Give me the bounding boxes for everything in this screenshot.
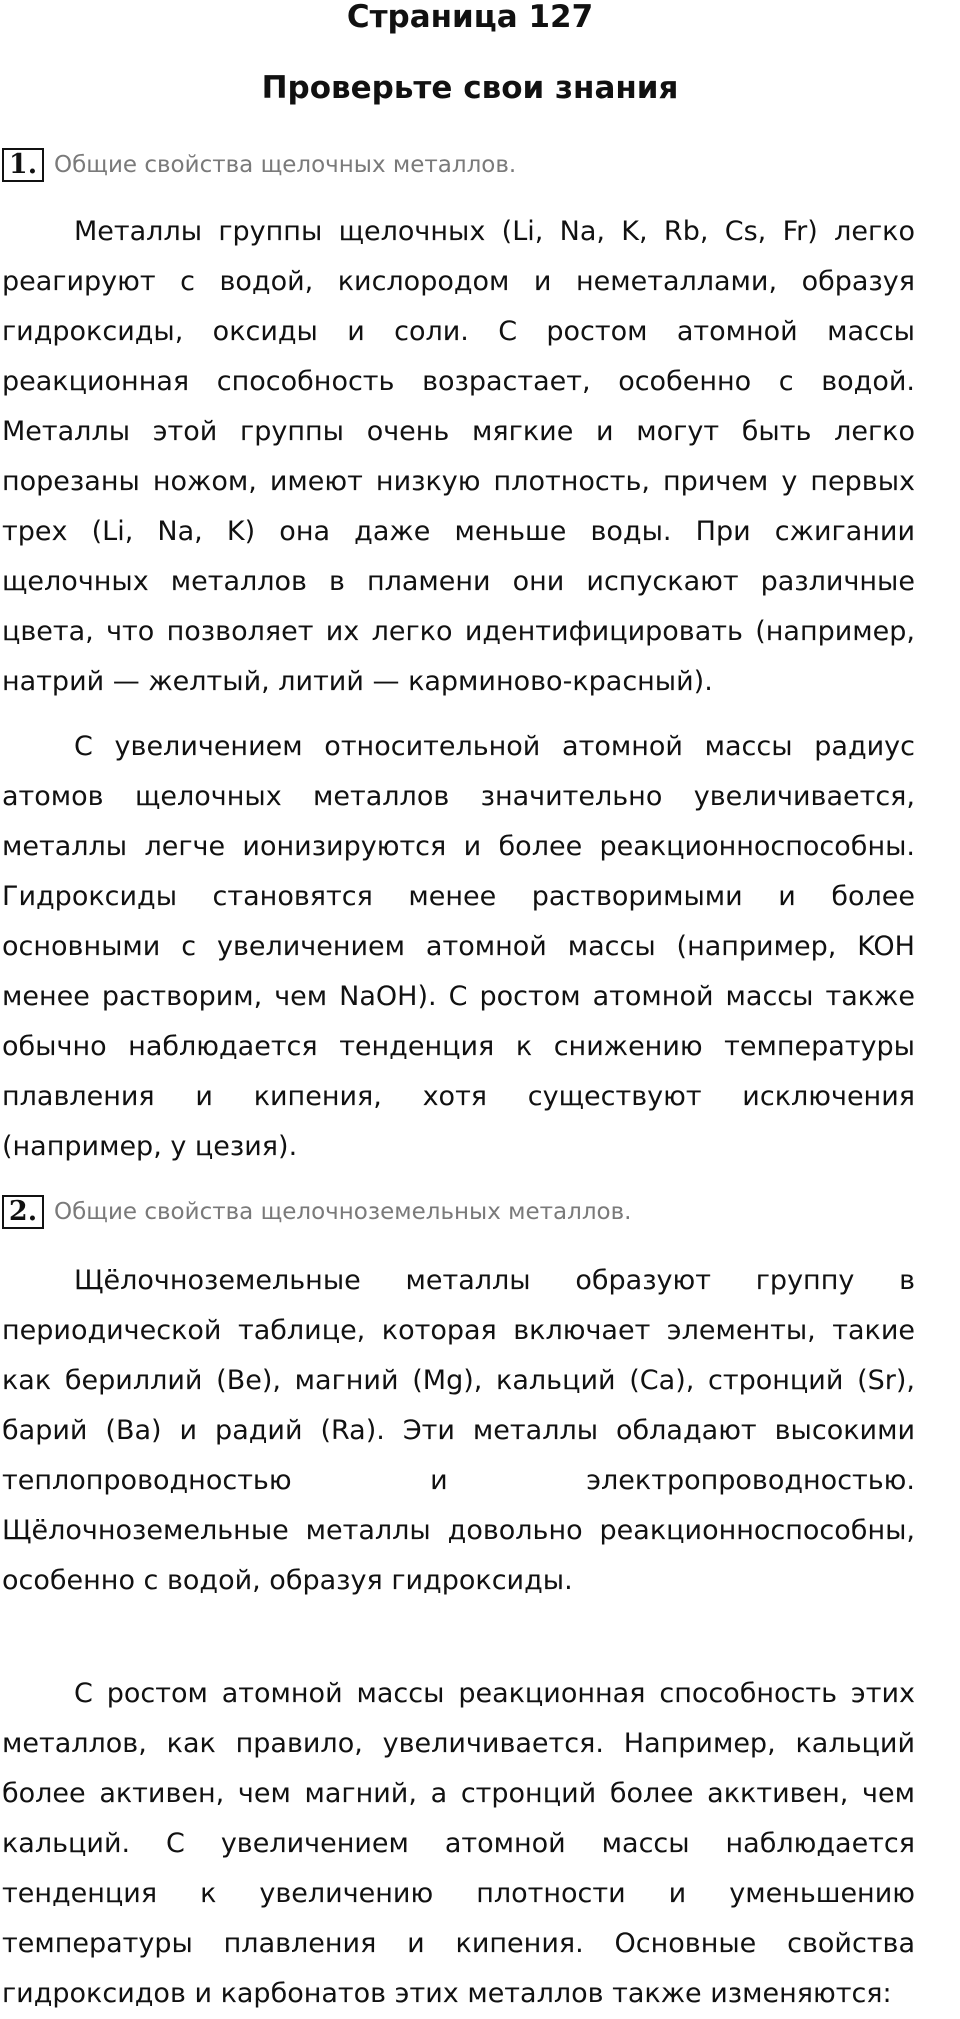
answer-paragraph: С увеличением относительной атомной массы радиус атомов щелочных металлов значительно увеличивается, металлы легче ионизируются и более реакционноспособны. Гидроксиды становятся менее растворимыми и более основными с увеличением атомной массы (например, KOH менее растворим, чем NaOH). С ростом атомной массы также обычно наблюдается тенденция к снижению температуры плавления и кипения, хотя существуют исключения (например, у цезия). xyxy=(2,731,915,1162)
answer-paragraph: С ростом атомной массы реакционная способность этих металлов, как правило, увеличивается. Например, кальций более активен, чем магний, а стронций более акктивен, чем кальций. С увеличением атомной массы наблюдается тенденция к увеличению плотности и уменьшению температуры плавления и кипения. Основные свойства гидроксидов и карбонатов этих металлов также изменяются: xyxy=(2,1678,915,2009)
task-1-heading xyxy=(2,148,516,182)
task-2-heading xyxy=(2,1195,631,1229)
section-title: Проверьте свои знания xyxy=(261,70,679,106)
task-number-badge: 2. xyxy=(2,1195,44,1229)
task-question: Общие свойства щелочноземельных металлов. xyxy=(54,1199,632,1225)
answer-paragraph: Металлы группы щелочных (Li, Na, K, Rb, Cs, Fr) легко реагируют с водой, кислородом и неметаллами, образуя гидроксиды, оксиды и соли. С ростом атомной массы реакционная способность возрастает, особенно с водой. Металлы этой группы очень мягкие и могут быть легко порезаны ножом, имеют низкую плотность, причем у первых трех (Li, Na, K) она даже меньше воды. При сжигании щелочных металлов в пламени они испускают различные цвета, что позволяет их легко идентифицировать (например, натрий — желтый, литий — карминово-красный). xyxy=(2,216,915,697)
answer-paragraph: Щёлочноземельные металлы образуют группу в периодической таблице, которая включает элементы, такие как бериллий (Be), магний (Mg), кальций (Ca), стронций (Sr), барий (Ba) и радий (Ra). Эти металлы обладают высокими теплопроводностью и электропроводностью. Щёлочноземельные металлы довольно реакционноспособны, особенно с водой, образуя гидроксиды. xyxy=(2,1265,915,1596)
task-question: Общие свойства щелочных металлов. xyxy=(54,152,517,178)
page-title: Страница 127 xyxy=(346,0,594,35)
task-number-badge: 1. xyxy=(2,148,44,182)
